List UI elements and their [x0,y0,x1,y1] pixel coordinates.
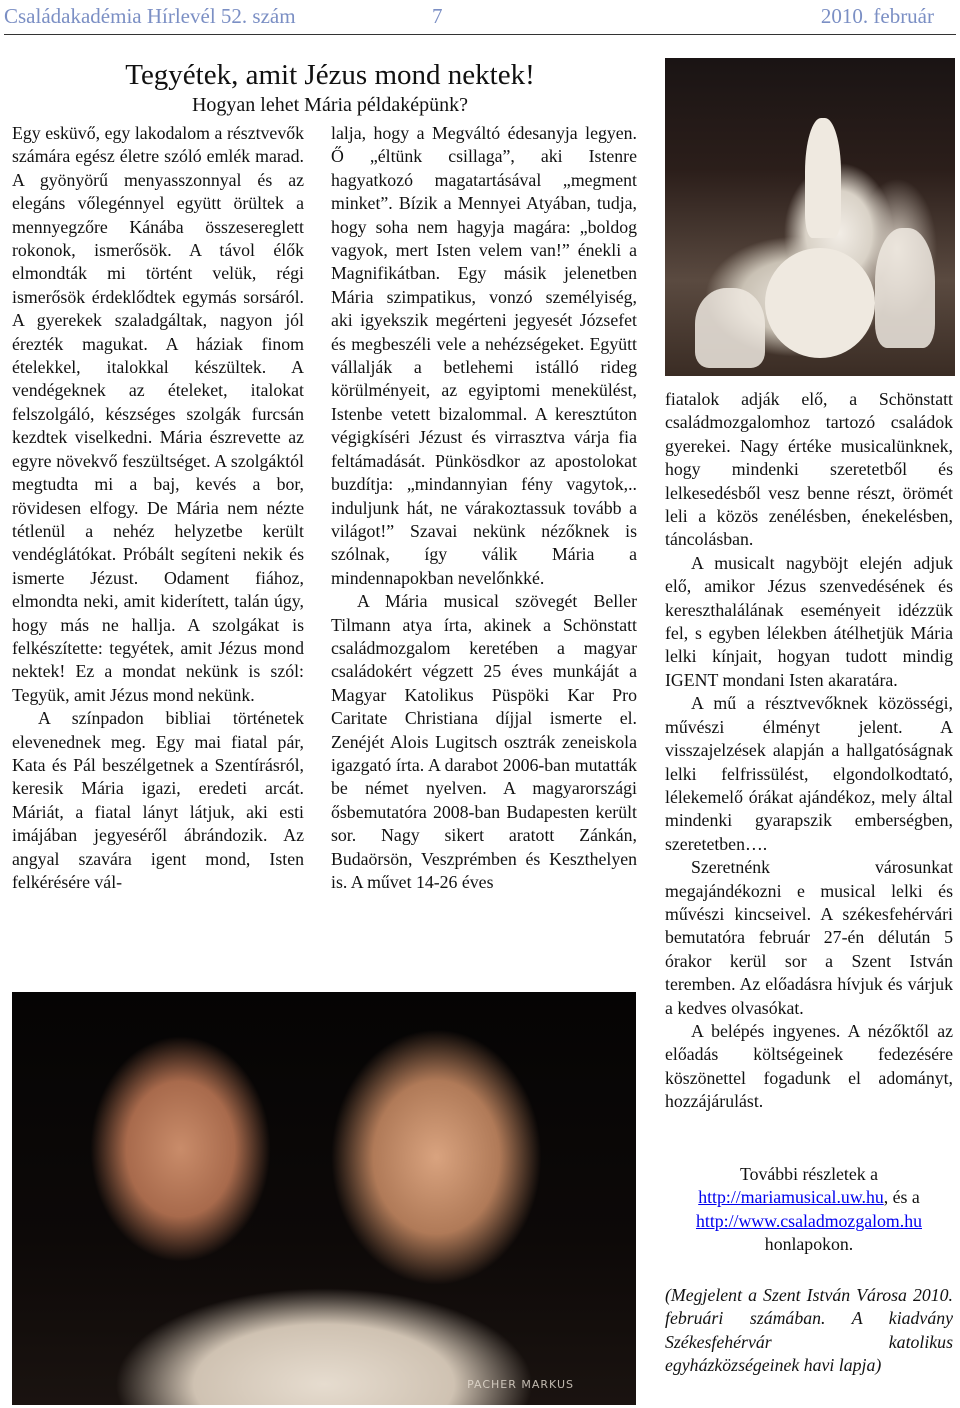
paragraph: A mű a résztvevőknek közösségi, művészi élményt jelent. A visszajelzések alapján a hallgatóságnak lelki felfrissülést, elgondolkodtató, lélekemelő órákat ajándékoz, mely által mindenki gyarapszik emberségben, szeretetben…. [665,693,953,854]
column-1 [12,122,304,894]
publication-note: (Megjelent a Szent István Városa 2010. februári számában. A kiadvány Székesfehérvár katolikus egyházközségeinek havi lapja) [665,1285,953,1376]
photo-watermark: PACHER MARKUS [467,1378,574,1391]
singers-photo [12,992,636,1405]
dancer-group [765,248,875,358]
paragraph: lalja, hogy a Megváltó édesanyja legyen. Ő „éltünk csillaga”, aki Istenre hagyatkozó magatartásával „megment minket”. Bízik a Mennyei Atyában, tudja, hogy soha nem hagyja magára: „boldog vagyok, mert Isten velem van!” énekli a Magnifikátban. Egy másik jelenetben Mária szimpatikus, vonzó személyiség, aki igyekszik megérteni jegyesét Józsefet és megbeszéli vele a nehézségeket. Együtt vállalják a betlehemi istálló rideg körülményeit, az egyiptomi menekülést, Istenbe vetett bizalommal. A keresztúton végigkíséri Jézust és virrasztva várja fia feltámadását. Pünkösdkor az apostolokat buzdítja: „mindannyian fény vagytok,.. induljunk hát, ne várakoztassuk tovább a világot!” Szavai nekünk nézőknek is szólnak, így válik Mária a mindennapokban nevelőnkké. [331,123,637,588]
paragraph: A musicalt nagyböjt elején adjuk elő, amikor Jézus szenvedésének és kereszthalálának eseményeit idézzük fel, s egyben lélekben átélhetjük Mária lelki kínjait, hogyan tudott mindig IGENT mondani Isten akaratára. [665,552,953,690]
stage-dancers-photo [665,58,955,376]
column-3 [665,388,953,1114]
article-subtitle: Hogyan lehet Mária példaképünk? [191,94,468,116]
paragraph: fiatalok adják elő, a Schönstatt családmozgalomhoz tartozó családok gyerekei. Nagy értéke musicalünknek, hogy mindenki szeretetből és lelkesedésből vesz benne részt, örömét leli a közös zenélésben, énekelésben, táncolásban. [665,389,953,550]
dancer-figure [695,288,765,368]
paragraph: A Mária musical szövegét Beller Tilmann atya írta, akinek a Schönstatt családmozgalom keretében a magyar családokért végzett 25 éves munkáját a Magyar Katolikus Püspöki Kar Pro Caritate Christiana díjjal ismerte el. Zenéjét Alois Lugitsch osztrák zeneiskola igazgató írta. A darabot 2006-ban mutatták be német nyelven. A magyarországi ősbemutatóra 2008-ban Budapesten került sor. Nagy sikert aratott Zánkán, Budaörsön, Veszprémben és Keszthelyen is. A művet 14-26 éves [331,591,637,892]
paragraph: Szeretnénk városunkat megajándékozni e musical lelki és művészi kincseivel. A székesfehérvári bemutatóra február 27-én délután 5 órakor kerül sor a Szent István teremben. Az előadásra hívjuk és várjuk a kedves olvasókat. [665,857,953,1018]
column-2 [331,122,637,894]
more-info [665,1163,953,1257]
paragraph: A színpadon bibliai történetek elevenednek meg. Egy mai fiatal pár, Kata és Pál beszélgetnek a Szentírásról, keresik Mária igazi, eredeti arcát. Máriát, a fiatal lányt látjuk, aki esti imájában jegyeséről ábrándozik. Az angyal szavára igent mond, Isten felkérésére vál- [12,708,304,892]
paragraph: A belépés ingyenes. A nézőktől az előadás költségeinek fedezésére köszönettel fogadunk el adományt, hozzájárulást. [665,1020,953,1112]
header-rule [4,34,956,35]
csaladmozgalom-link[interactable]: http://www.csaladmozgalom.hu [695,1210,922,1231]
issue-date: 2010. február [820,4,934,28]
more-info-mid: , és a [883,1187,920,1208]
more-info-outro: honlapokon. [764,1234,854,1255]
paragraph: Egy esküvő, egy lakodalom a résztvevők számára egész életre szóló emlék marad. A gyönyörű menyasszonnyal és az elegáns vőlegénnyel együtt örültek a mennyegzőre Kánába összesereglett rokonok, ismerősök. A távol élők elmondták mi történt velük, régi ismerősök érdeklődtek egymás sorsáról. A gyerekek szaladgáltak, nagyon jól érezték magukat. A háziak finom ételekkel, italokkal készültek. A vendégeknek az ételeket, italokat felszolgáló, készséges szolgák furcsán kezdtek viselkedni. Mária észrevette az egyre növekvő feszültséget. A szolgáktól megtudta mi a baj, kevés a bor, rövidesen elfogy. De Mária nem nézte tétlenül a nehéz helyzetbe került vendéglátókat. Próbált segíteni nekik és ismerte Jézust. Odament fiához, elmondta neki, amit kiderített, talán úgy, hogy más ne hallja. A szolgákat is felkészítette: tegyétek, amit Jézus mond nektek! Ez a mondat nekünk is szól: Tegyük, amit Jézus mond nekünk. [12,123,304,705]
dancer-figure [805,118,841,238]
article-title: Tegyétek, amit Jézus mond nektek! [125,59,535,91]
mariamusical-link[interactable]: http://mariamusical.uw.hu [698,1187,884,1208]
newsletter-name: Családakadémia Hírlevél 52. szám [4,4,296,28]
page-header [0,2,960,30]
dancer-figure [875,228,935,348]
more-info-intro: További részletek a [740,1164,878,1184]
page-number: 7 [432,4,443,28]
